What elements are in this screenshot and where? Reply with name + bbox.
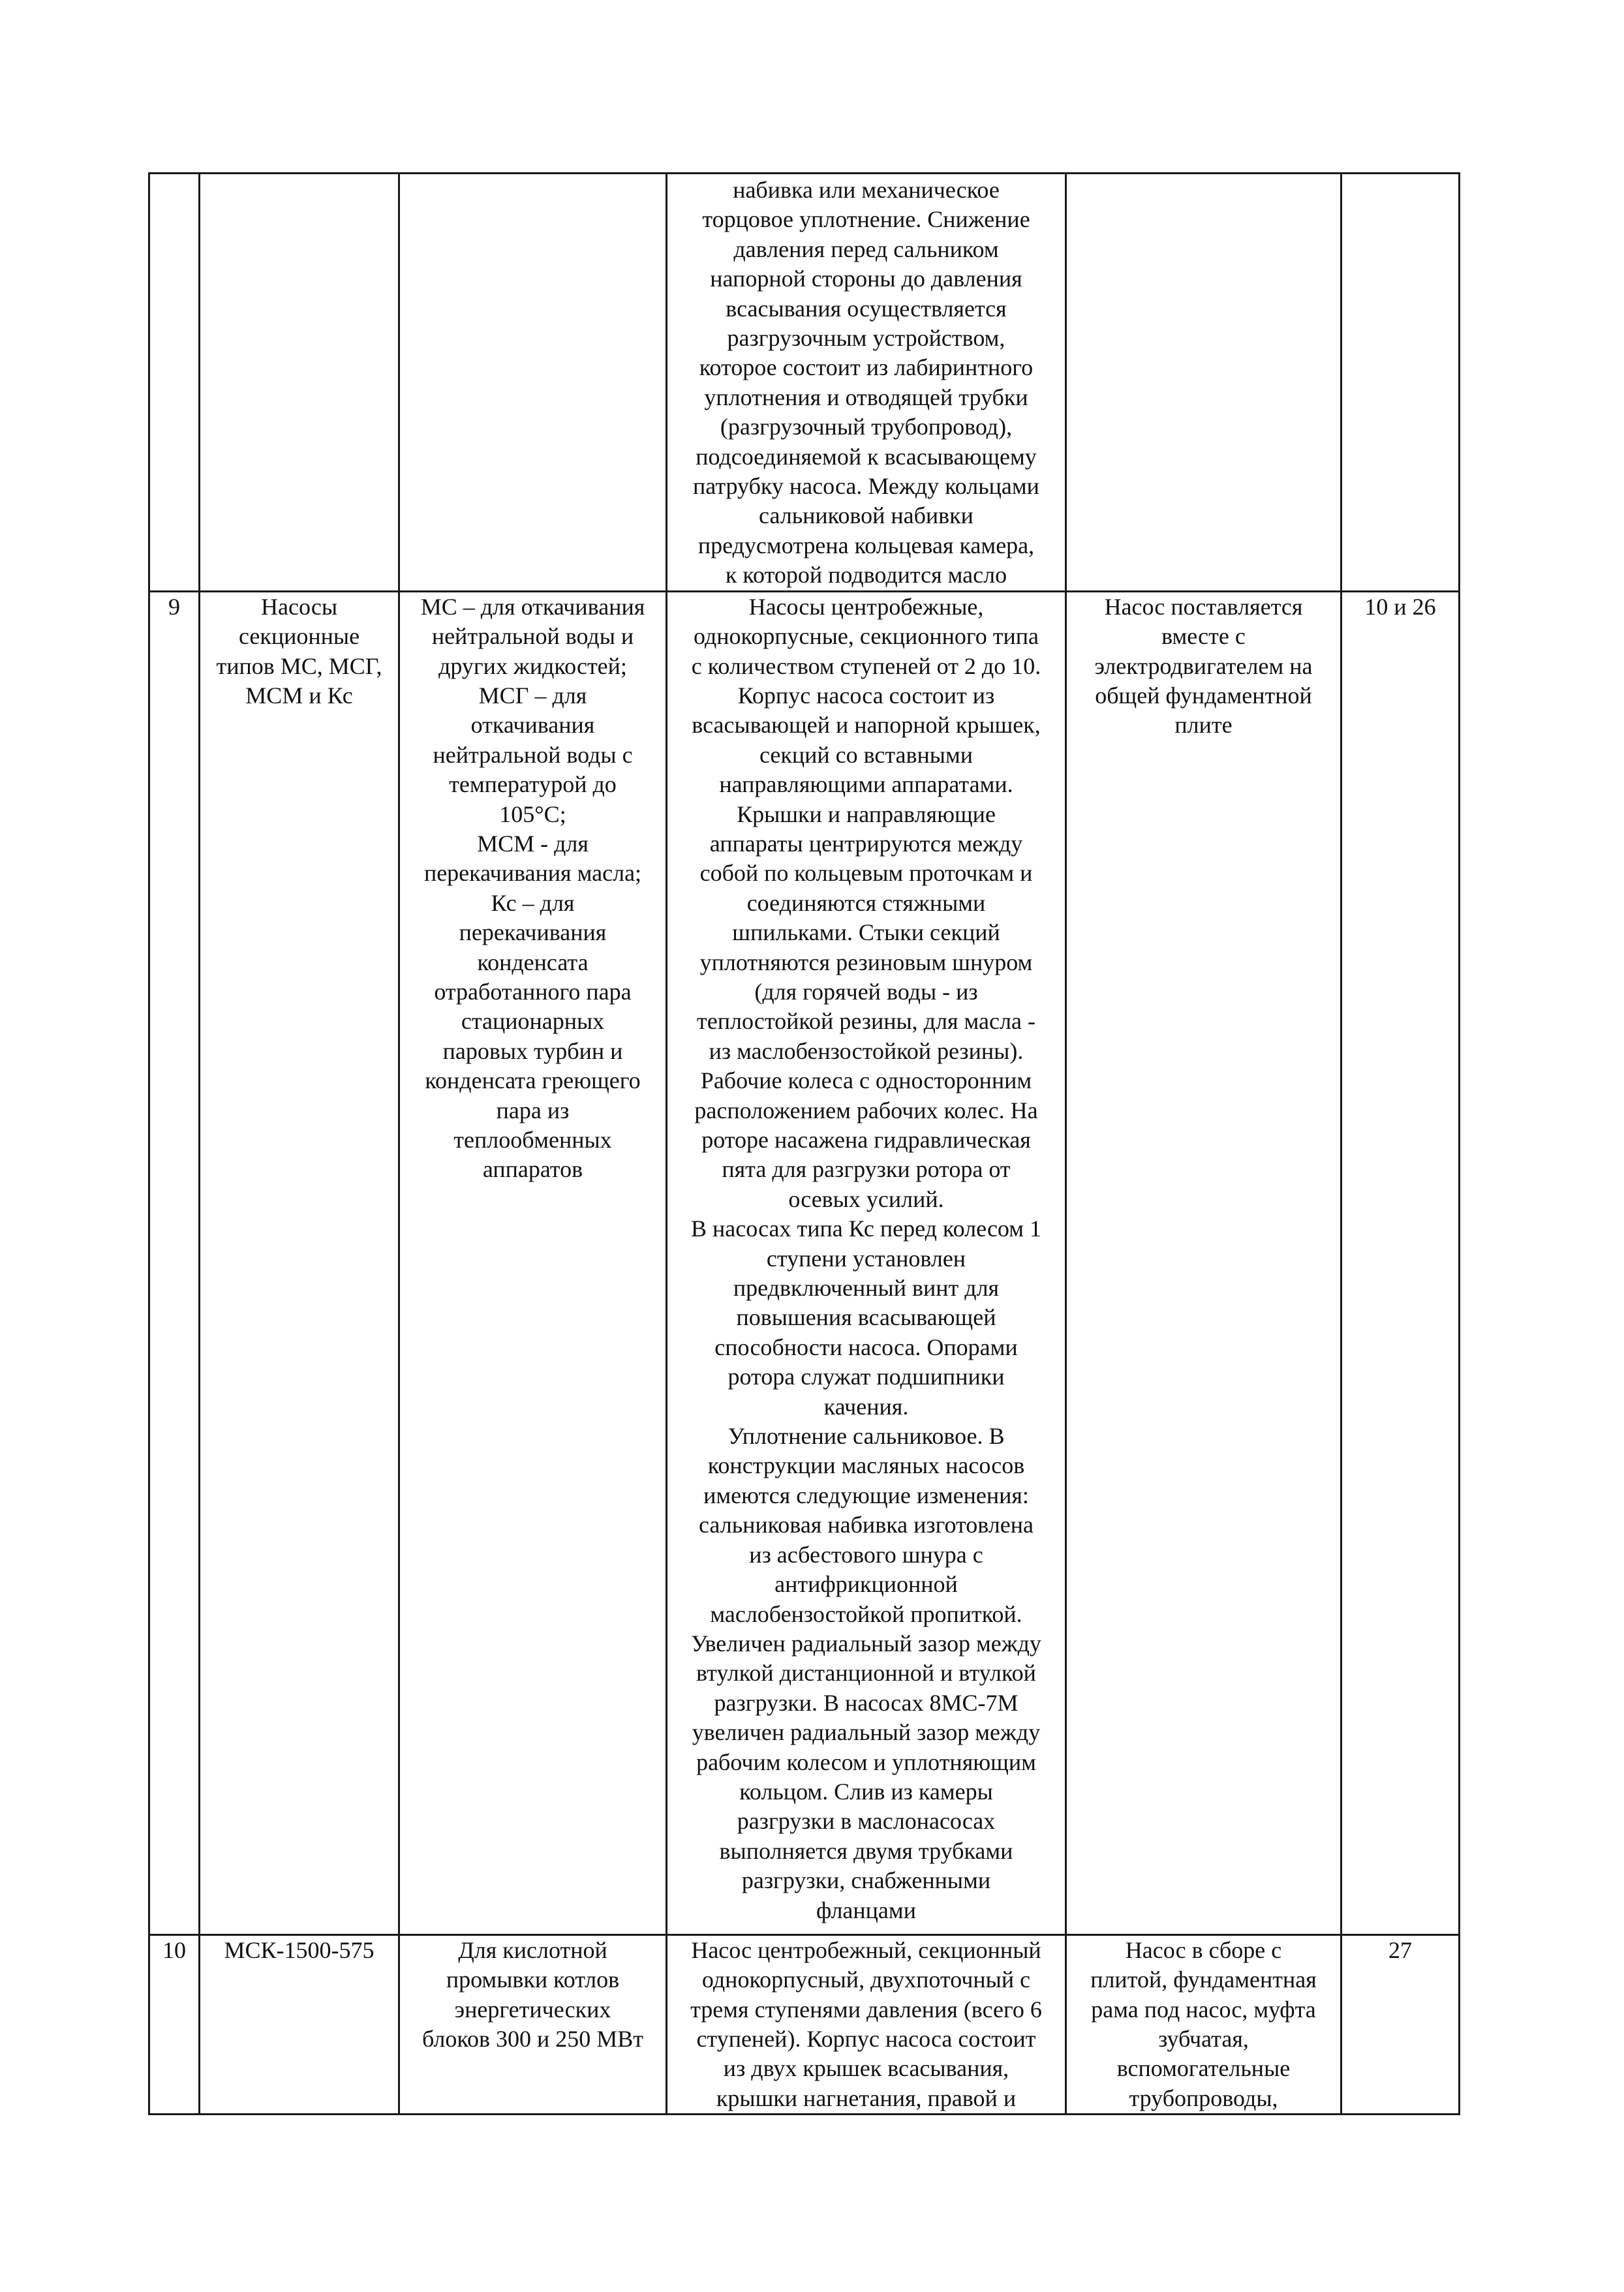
cell-delivery bbox=[1066, 174, 1341, 592]
cell-description bbox=[667, 591, 1066, 1934]
pump-name: МСК-1500-575 bbox=[224, 1936, 375, 1963]
cell-name bbox=[200, 1934, 399, 2114]
cell-purpose bbox=[399, 1934, 667, 2114]
pump-description: Насосы центробежные, однокорпусные, секционного типа с количеством ступеней от 2 до 10. Корпус насоса состоит из всасывающей и напорной крышек, секций со вставными направляющими аппаратами. Крышки и направляющие аппараты центрируются между собой по кольцевым проточкам и соединяются стяжными шпильками. Стыки секций уплотняются резиновым шнуром (для горячей воды - из теплостойкой резины, для масла - из маслобензостойкой резины). Рабочие колеса с односторонним расположением рабочих колес. На роторе насажена гидравлическая пята для разгрузки ротора от осевых усилий. В насосах типа Кс перед колесом 1 ступени установлен предвключенный винт для повышения всасывающей способности насоса. Опорами ротора служат подшипники качения. Уплотнение сальниковое. В конструкции масляных насосов имеются следующие изменения: сальниковая набивка изготовлена из асбестового шнура с антифрикционной маслобензостойкой пропиткой. Увеличен радиальный зазор между втулкой дистанционной и втулкой разгрузки. В насосах 8МС-7М увеличен радиальный зазор между рабочим колесом и уплотняющим кольцом. Слив из камеры разгрузки в маслонасосах выполняется двумя трубками разгрузки, снабженными фланцами bbox=[690, 593, 1042, 1923]
cell-name bbox=[200, 174, 399, 592]
cell-description bbox=[667, 174, 1066, 592]
cell-sheets bbox=[1341, 591, 1460, 1934]
pump-delivery: Насос в сборе с плитой, фундаментная рама под насос, муфта зубчатая, вспомогательные трубопроводы, bbox=[1090, 1936, 1317, 2111]
row-number: 9 bbox=[168, 593, 180, 620]
cell-delivery bbox=[1066, 1934, 1341, 2114]
pump-sheets: 27 bbox=[1388, 1936, 1412, 1963]
cell-purpose bbox=[399, 174, 667, 592]
cell-number bbox=[149, 591, 200, 1934]
pump-delivery: Насос поставляется вместе с электродвигателем на общей фундаментной плите bbox=[1094, 593, 1313, 739]
table-row bbox=[149, 1934, 1460, 2114]
row-number: 10 bbox=[162, 1936, 186, 1963]
cell-description bbox=[667, 1934, 1066, 2114]
pump-purpose: МС – для откачивания нейтральной воды и других жидкостей; МСГ – для откачивания нейтральной воды с температурой до 105°С; МСМ - для перекачивания масла; Кс – для перекачивания конденсата отработанного пара стационарных паровых турбин и конденсата греющего пара из теплообменных аппаратов bbox=[420, 593, 645, 1183]
cell-purpose bbox=[399, 591, 667, 1934]
cell-number bbox=[149, 174, 200, 592]
table-row bbox=[149, 591, 1460, 1934]
cell-delivery bbox=[1066, 591, 1341, 1934]
pump-sheets: 10 и 26 bbox=[1364, 593, 1436, 620]
pump-purpose: Для кислотной промывки котлов энергетических блоков 300 и 250 МВт bbox=[421, 1936, 644, 2052]
cell-number bbox=[149, 1934, 200, 2114]
cell-sheets bbox=[1341, 174, 1460, 592]
description-text: набивка или механическое торцовое уплотнение. Снижение давления перед сальником напорной стороны до давления всасывания осуществляется разгрузочным устройством, которое состоит из лабиринтного уплотнения и отводящей трубки (разгрузочный трубопровод), подсоединяемой к всасывающему патрубку насоса. Между кольцами сальниковой набивки предусмотрена кольцевая камера, к которой подводится масло bbox=[693, 177, 1039, 588]
pump-name: Насосы секционные типов МС, МСГ, МСМ и Кс bbox=[216, 593, 382, 709]
equipment-spec-table bbox=[148, 172, 1460, 2115]
cell-name bbox=[200, 591, 399, 1934]
cell-sheets bbox=[1341, 1934, 1460, 2114]
pump-description: Насос центробежный, секционный однокорпусный, двухпоточный с тремя ступенями давления (всего 6 ступеней). Корпус насоса состоит из двух крышек всасывания, крышки нагнетания, правой и bbox=[690, 1936, 1042, 2111]
table-row-continuation bbox=[149, 174, 1460, 592]
